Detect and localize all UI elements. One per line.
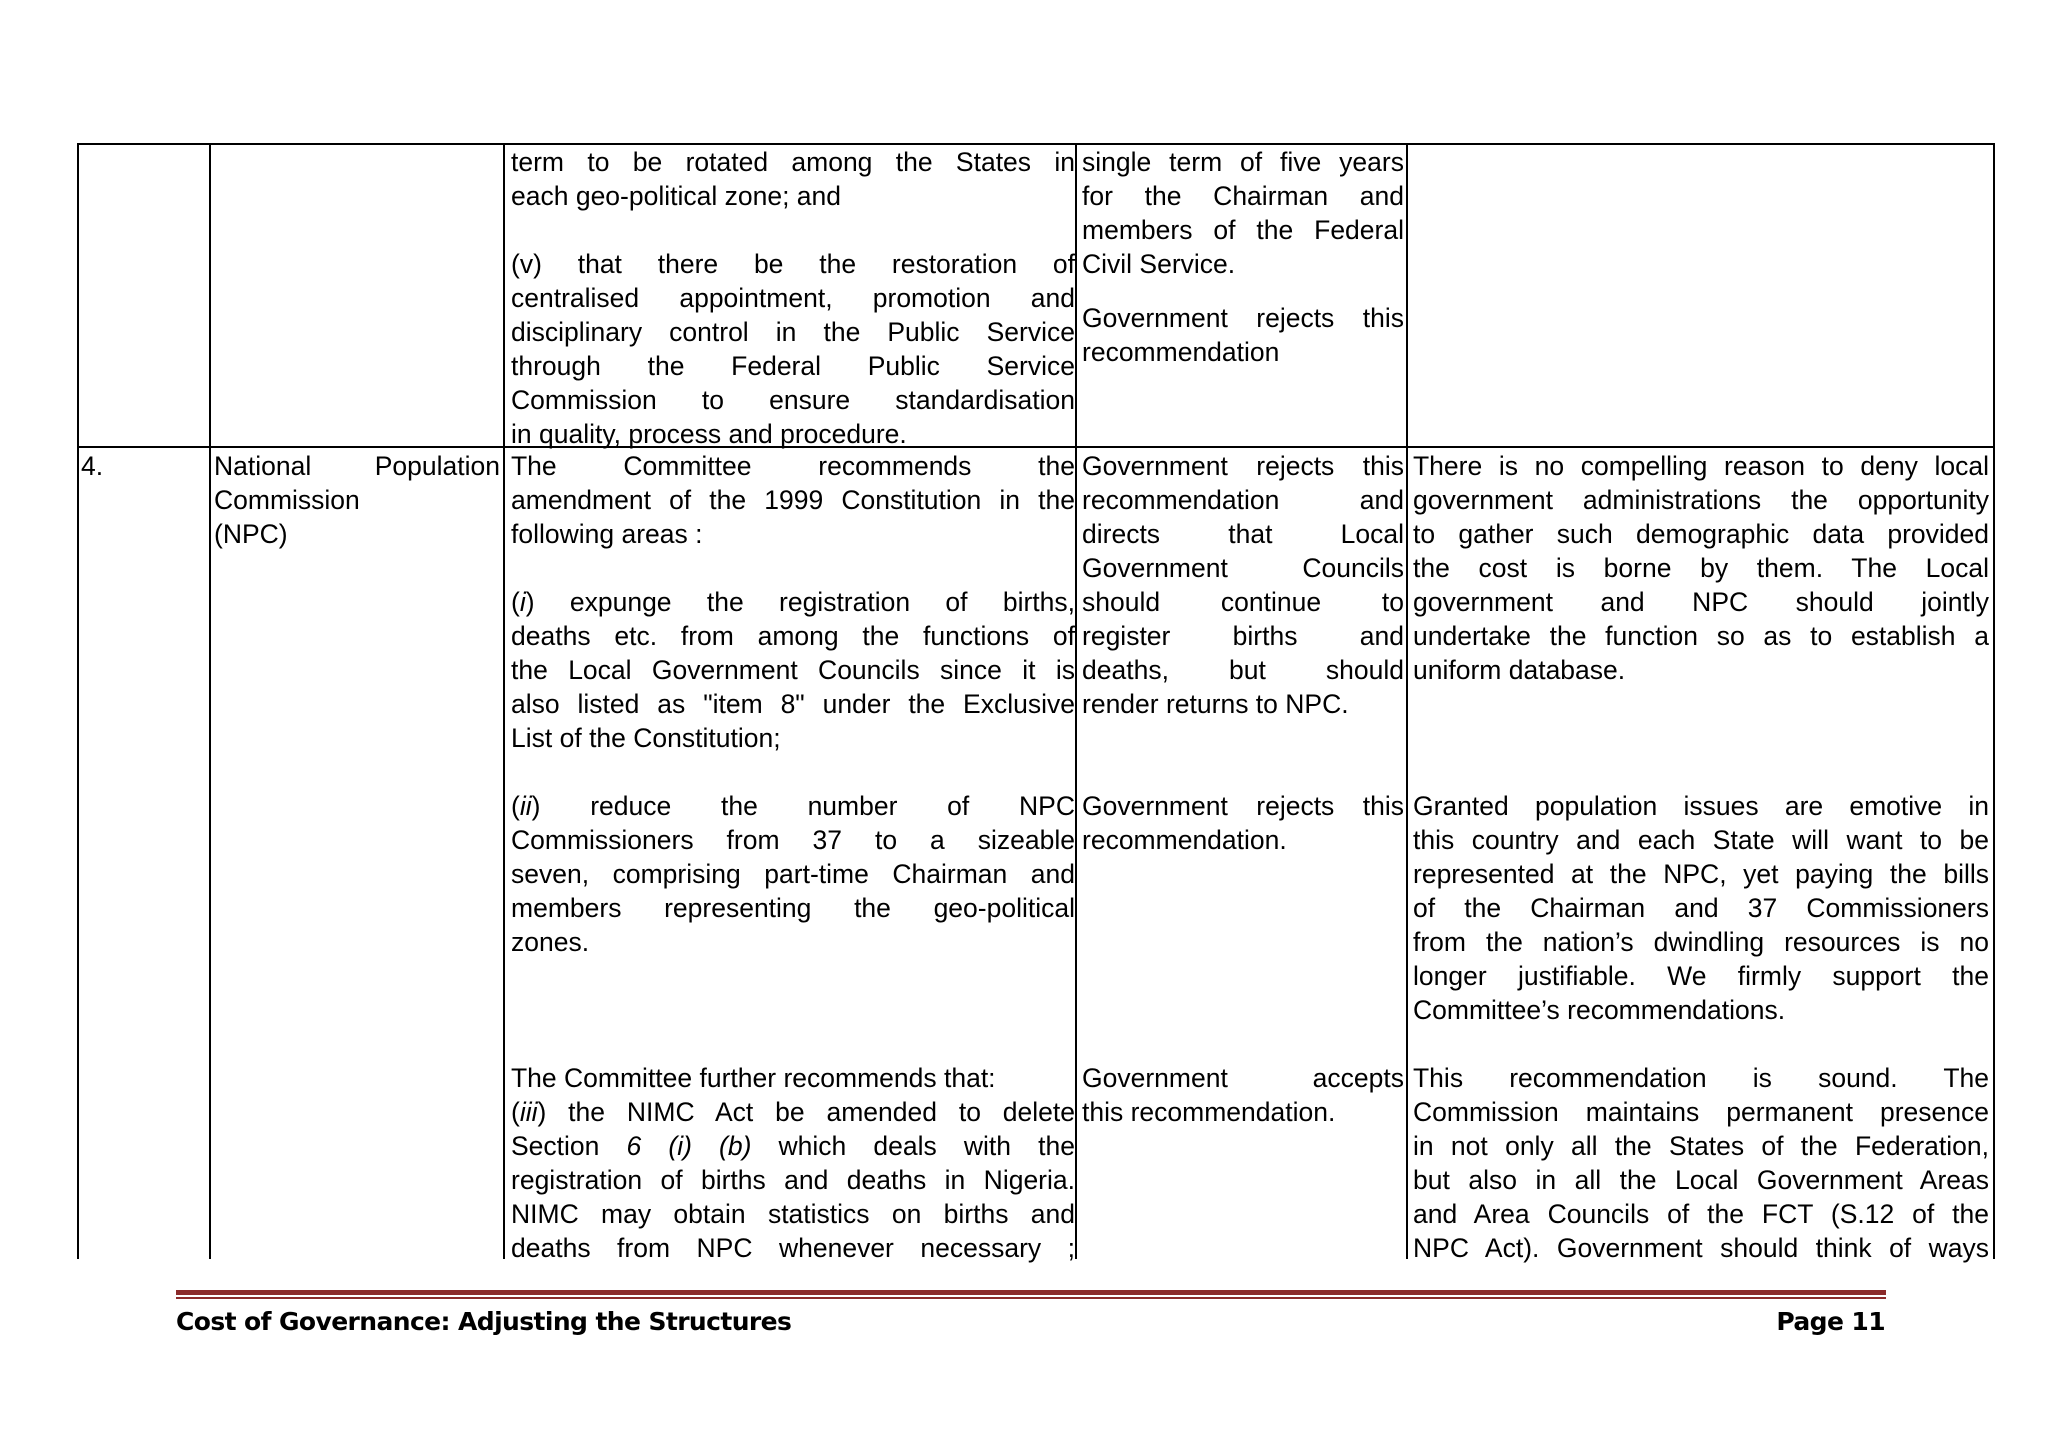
- text-line: The Committee further recommends that:: [511, 1063, 996, 1093]
- text-line: (iii) the NIMC Act be amended to delete: [511, 1097, 1075, 1127]
- column-border: [1993, 446, 1995, 1259]
- recommendation-cell: [511, 449, 1075, 1265]
- column-border: [503, 143, 505, 1259]
- column-border: [1993, 143, 1995, 446]
- text-line: Commission to ensure standardisation: [511, 385, 1075, 415]
- footer-rule-thin: [176, 1297, 1886, 1299]
- text-line: There is no compelling reason to deny local: [1413, 451, 1989, 481]
- agency-cell: [214, 449, 500, 551]
- text-line: register births and: [1082, 621, 1404, 651]
- text-line: government and NPC should jointly: [1413, 587, 1989, 617]
- text-span: reduce the number of NPC: [540, 791, 1075, 821]
- text-line: [511, 213, 1075, 247]
- text-line: of the Chairman and 37 Commissioners: [1413, 893, 1989, 923]
- agency-name-line: National Population: [214, 451, 500, 481]
- decision-cell-continued: [1082, 145, 1404, 369]
- decision-cell: [1082, 449, 1404, 1129]
- section-reference: 6 (i) (b): [626, 1131, 752, 1161]
- text-line: disciplinary control in the Public Service: [511, 317, 1075, 347]
- text-line: following areas :: [511, 519, 703, 549]
- text-span: expunge the registration of births,: [534, 587, 1075, 617]
- page-number: Page 11: [1776, 1307, 1885, 1336]
- text-line: members representing the geo-political: [511, 893, 1075, 923]
- text-line: also listed as "item 8" under the Exclusive: [511, 689, 1075, 719]
- text-line: each geo-political zone; and: [511, 181, 842, 211]
- item-marker: iii: [519, 1097, 538, 1127]
- text-line: (v) that there be the restoration of: [511, 249, 1075, 279]
- text-line: directs that Local: [1082, 519, 1404, 549]
- comment-cell: [1413, 449, 1989, 1265]
- text-line: centralised appointment, promotion and: [511, 283, 1075, 313]
- text-line: the Local Government Councils since it is: [511, 655, 1075, 685]
- text-line: recommendation.: [1082, 825, 1287, 855]
- text-line: [511, 1129, 1075, 1163]
- text-line: registration of births and deaths in Nigeria.: [511, 1165, 1075, 1195]
- text-line: single term of five years: [1082, 147, 1404, 177]
- text-line: in not only all the States of the Federation,: [1413, 1131, 1989, 1161]
- text-line: members of the Federal: [1082, 215, 1404, 245]
- text-line: represented at the NPC, yet paying the bills: [1413, 859, 1989, 889]
- text-line: in quality, process and procedure.: [511, 419, 907, 449]
- text-line: Granted population issues are emotive in: [1413, 791, 1989, 821]
- text-line: government administrations the opportunity: [1413, 485, 1989, 515]
- text-line: deaths, but should: [1082, 655, 1404, 685]
- text-line: Committee’s recommendations.: [1413, 995, 1786, 1025]
- agency-name-line: Commission: [214, 485, 360, 515]
- text-line: to gather such demographic data provided: [1413, 519, 1989, 549]
- text-line: but also in all the Local Government Areas: [1413, 1165, 1989, 1195]
- text-line: List of the Constitution;: [511, 723, 781, 753]
- text-line: NPC Act). Government should think of ways: [1413, 1233, 1989, 1263]
- text-line: The Committee recommends the: [511, 451, 1075, 481]
- text-line: this recommendation.: [1082, 1097, 1336, 1127]
- text-line: Commissioners from 37 to a sizeable: [511, 825, 1075, 855]
- recommendation-cell-continued: [511, 145, 1075, 451]
- text-line: the cost is borne by them. The Local: [1413, 553, 1989, 583]
- footer-title: Cost of Governance: Adjusting the Structures: [176, 1307, 792, 1336]
- text-line: and Area Councils of the FCT (S.12 of the: [1413, 1199, 1989, 1229]
- text-line: should continue to: [1082, 587, 1404, 617]
- text-line: This recommendation is sound. The: [1413, 1063, 1989, 1093]
- text-line: from the nation’s dwindling resources is no: [1413, 927, 1989, 957]
- text-line: deaths etc. from among the functions of: [511, 621, 1075, 651]
- text-line: (ii) reduce the number of NPC: [511, 791, 1075, 821]
- text-line: this country and each State will want to be: [1413, 825, 1989, 855]
- text-line: amendment of the 1999 Constitution in the: [511, 485, 1075, 515]
- text-line: Commission maintains permanent presence: [1413, 1097, 1989, 1127]
- text-line: seven, comprising part-time Chairman and: [511, 859, 1075, 889]
- text-line: NIMC may obtain statistics on births and: [511, 1199, 1075, 1229]
- text-line: longer justifiable. We firmly support the: [1413, 961, 1989, 991]
- item-marker: i: [519, 587, 526, 617]
- text-line: render returns to NPC.: [1082, 689, 1349, 719]
- text-line: recommendation: [1082, 337, 1280, 367]
- text-line: for the Chairman and: [1082, 181, 1404, 211]
- text-line: Government rejects this: [1082, 303, 1404, 333]
- text-line: Government accepts: [1082, 1063, 1404, 1093]
- text-line: deaths from NPC whenever necessary ;: [511, 1233, 1075, 1263]
- item-marker: ii: [519, 791, 532, 821]
- text-line: Government rejects this: [1082, 791, 1404, 821]
- text-line: recommendation and: [1082, 485, 1404, 515]
- agency-name-line: (NPC): [214, 519, 288, 549]
- column-border: [1075, 143, 1077, 1259]
- text-line: Civil Service.: [1082, 249, 1236, 279]
- text-line: through the Federal Public Service: [511, 351, 1075, 381]
- text-line: Government Councils: [1082, 553, 1404, 583]
- text-line: uniform database.: [1413, 655, 1626, 685]
- column-border: [209, 143, 211, 1259]
- text-line: zones.: [511, 927, 590, 957]
- row-number: 4.: [81, 451, 104, 481]
- footer-rule-thick: [176, 1290, 1886, 1295]
- text-line: Government rejects this: [1082, 451, 1404, 481]
- text-line: term to be rotated among the States in: [511, 147, 1075, 177]
- text-span: which deals with the: [751, 1131, 1075, 1161]
- text-line: undertake the function so as to establish a: [1413, 621, 1989, 651]
- column-border: [77, 143, 79, 1259]
- text-line: (i) expunge the registration of births,: [511, 587, 1075, 617]
- text-span: Section: [511, 1131, 627, 1161]
- text-span: the NIMC Act be amended to delete: [546, 1097, 1075, 1127]
- column-border: [1406, 143, 1408, 1259]
